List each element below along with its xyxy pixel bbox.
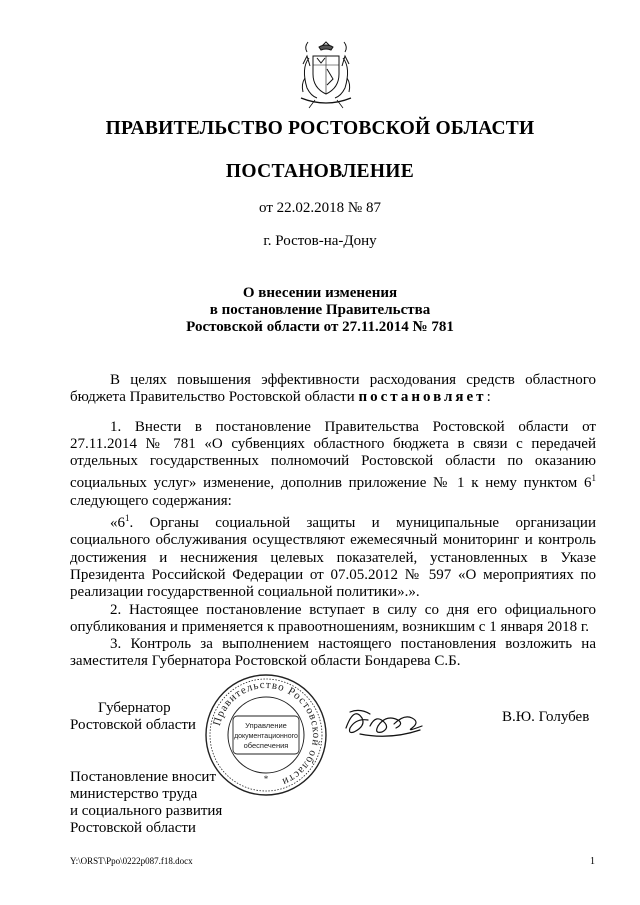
coat-of-arms-icon xyxy=(295,38,357,110)
preamble-paragraph xyxy=(70,372,596,407)
svg-text:*: * xyxy=(263,774,269,784)
document-type: ПОСТАНОВЛЕНИЕ xyxy=(225,161,415,182)
handwritten-signature-icon xyxy=(340,702,432,744)
seal-center-line: обеспечения xyxy=(243,741,289,750)
seal-center-line: Управление xyxy=(245,721,287,730)
signatory-title-line: Губернатор xyxy=(98,700,171,716)
subject-line: О внесении изменения xyxy=(242,285,398,301)
signatory-name: В.Ю. Голубев xyxy=(502,709,590,725)
clause-3-paragraph: 3. Контроль за выполнением настоящего постановления возложить на заместителя Губернатора Ростовской области Бондарева С.Б. xyxy=(70,636,596,670)
document-city: г. Ростов-на-Дону xyxy=(263,233,377,249)
signatory-title xyxy=(70,700,210,734)
clause-6-1-superscript: 1 xyxy=(125,513,130,524)
document-body xyxy=(70,372,596,671)
submitter-note-line: и социального развития xyxy=(70,803,223,819)
preamble-end: : xyxy=(486,389,491,406)
submitter-note-line: Ростовской области xyxy=(70,820,196,836)
footer-page-number: 1 xyxy=(590,856,595,867)
clause-6-1-text: . Органы социальной защиты и муниципальные организации социального обслуживания осуществляют ежемесячный мониторинг и контроль достижения и неснижения целевых показателей, установленных в Указе Президента Российской Федерации от 07.05.2012 № 597 «О мероприятиях по реализации государственной социальной политики».». xyxy=(70,515,596,601)
subject-line: в постановление Правительства xyxy=(209,302,431,318)
document-subject xyxy=(0,285,640,336)
organization-title: ПРАВИТЕЛЬСТВО РОСТОВСКОЙ ОБЛАСТИ xyxy=(105,118,535,139)
seal-ring-text: Правительство Ростовской области xyxy=(210,678,323,789)
submitter-note xyxy=(70,769,290,837)
clause-6-1-paragraph xyxy=(70,510,596,601)
footer-file-path: Y:\ORST\Ppo\0222p087.f18.docx xyxy=(70,856,193,866)
signatory-title-line: Ростовской области xyxy=(70,717,196,733)
clause-1-superscript: 1 xyxy=(591,473,596,484)
resolves-word: постановляет xyxy=(358,389,487,406)
subject-line: Ростовской области от 27.11.2014 № 781 xyxy=(186,319,454,335)
clause-6-1-start: «6 xyxy=(110,515,125,532)
clause-1-text: 1. Внести в постановление Правительства Ростовской области от 27.11.2014 № 781 «О субвенциях областного бюджета в связи с передачей отдельных государственных полномочий Ростовской области по оказанию социальных услуг» изменение, дополнив приложение № 1 к нему пунктом 6 xyxy=(70,418,596,492)
submitter-note-line: министерство труда xyxy=(70,786,198,802)
preamble-text: В целях повышения эффективности расходования средств областного бюджета Правительство Ростовской области xyxy=(70,372,596,406)
clause-2-paragraph: 2. Настоящее постановление вступает в силу со дня его официального опубликования и применяется к правоотношениям, возникшим с 1 января 2018 г. xyxy=(70,601,596,635)
document-date-number: от 22.02.2018 № 87 xyxy=(259,200,381,216)
seal-center-line: документационного xyxy=(234,733,298,740)
clause-1-end: следующего содержания: xyxy=(70,492,232,509)
submitter-note-line: Постановление вносит xyxy=(70,769,217,785)
clause-1-paragraph xyxy=(70,419,596,510)
